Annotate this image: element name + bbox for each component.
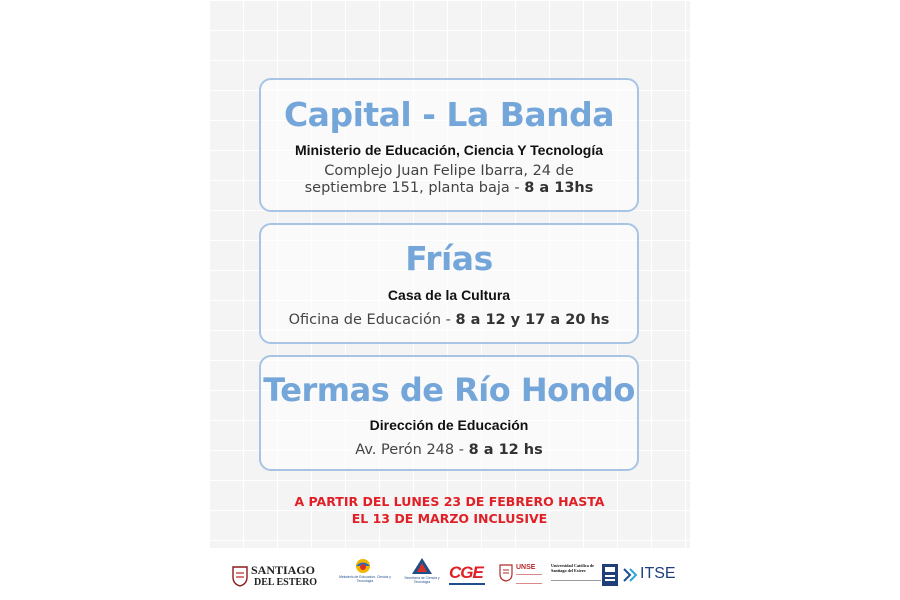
card-title: Capital - La Banda bbox=[283, 95, 615, 134]
address-text: Av. Perón 248 - bbox=[355, 442, 469, 458]
card-address bbox=[301, 163, 597, 196]
ucse-logo bbox=[551, 560, 601, 590]
unse-text: UNSE bbox=[516, 564, 536, 571]
unse-seal-icon bbox=[499, 564, 513, 582]
secretaria-triangle-icon bbox=[411, 557, 433, 575]
santiago-top: SANTIAGO bbox=[251, 563, 316, 577]
address-text: Complejo Juan Felipe Ibarra, 24 de septiembre 151, planta baja - bbox=[304, 163, 574, 196]
itse-text: ITSE bbox=[640, 565, 676, 582]
card-title: Termas de Río Hondo bbox=[263, 371, 635, 409]
santiago-logo bbox=[231, 560, 317, 590]
location-card-frias bbox=[259, 223, 639, 344]
poster bbox=[209, 0, 690, 600]
unse-logo bbox=[499, 560, 545, 590]
card-org: Dirección de Educación bbox=[369, 417, 529, 433]
notice-line-2: EL 13 DE MARZO INCLUSIVE bbox=[351, 510, 548, 526]
ministerio-text: Ministerio de Educación, Ciencia y Tecnología bbox=[339, 575, 391, 584]
location-card-capital bbox=[259, 78, 639, 212]
hours-text: 8 a 13hs bbox=[524, 179, 594, 196]
itse-logo bbox=[623, 560, 683, 590]
santiago-bottom: DEL ESTERO bbox=[254, 577, 318, 588]
address-text: Oficina de Educación - bbox=[288, 312, 456, 328]
ucse-rule bbox=[551, 580, 601, 581]
secretaria-text: Secretaría de Ciencia y Tecnología bbox=[404, 576, 440, 585]
cge-logo bbox=[447, 560, 487, 590]
itse-chevron-icon bbox=[623, 568, 639, 582]
hours-text: 8 a 12 y 17 a 20 hs bbox=[455, 312, 610, 328]
footer-logos bbox=[209, 548, 690, 600]
flag-logo bbox=[602, 560, 620, 590]
card-title: Frías bbox=[405, 239, 493, 278]
secretaria-logo bbox=[401, 560, 443, 590]
location-card-termas bbox=[259, 355, 639, 471]
card-org: Ministerio de Educación, Ciencia Y Tecnología bbox=[294, 142, 604, 158]
card-address bbox=[261, 442, 637, 459]
date-notice bbox=[209, 494, 690, 527]
ministerio-logo bbox=[339, 560, 391, 590]
ucse-text: Universidad Católica de Santiago del Estero bbox=[551, 563, 595, 574]
santiago-shield-icon bbox=[231, 565, 249, 587]
notice-line-1: A PARTIR DEL LUNES 23 DE FEBRERO HASTA bbox=[294, 494, 605, 509]
card-org: Casa de la Cultura bbox=[387, 287, 511, 303]
cge-text: CGE bbox=[449, 563, 483, 582]
flag-icon bbox=[602, 564, 618, 586]
cge-underline bbox=[449, 583, 485, 585]
card-address bbox=[261, 312, 637, 329]
ministerio-emblem-icon bbox=[353, 558, 373, 574]
hours-text: 8 a 12 hs bbox=[468, 442, 543, 458]
unse-subtext-lines bbox=[516, 574, 542, 584]
